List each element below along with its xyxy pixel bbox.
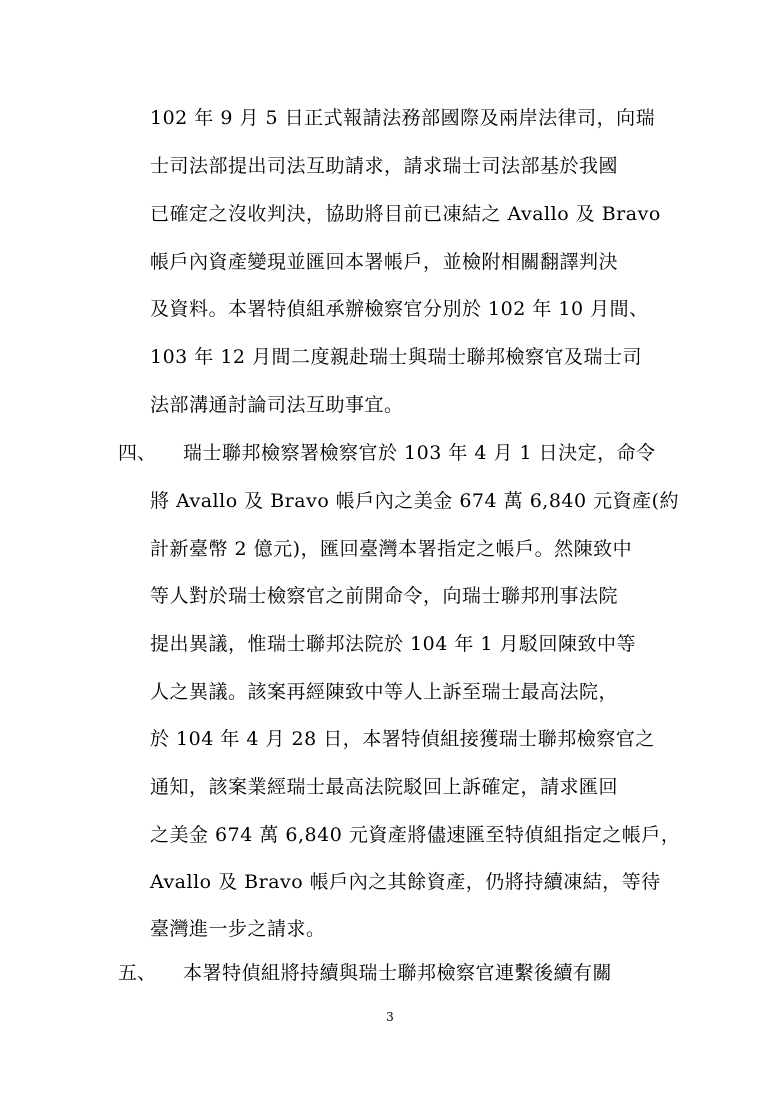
body-text-line: 法部溝通討論司法互助事宜。 [150,394,404,416]
body-text-line: 103 年 12 月間二度親赴瑞士與瑞士聯邦檢察官及瑞士司 [150,346,643,368]
body-text-line: 等人對於瑞士檢察官之前開命令，向瑞士聯邦刑事法院 [150,585,619,607]
body-text-line: 提出異議，惟瑞士聯邦法院於 104 年 1 月駁回陳致中等 [150,633,637,655]
body-text-line: 將 Avallo 及 Bravo 帳戶內之美金 674 萬 6,840 元資產(約 [150,490,680,512]
item-five-marker: 五、 [118,962,157,984]
body-text-line: 102 年 9 月 5 日正式報請法務部國際及兩岸法律司，向瑞 [150,107,656,129]
item-four-marker: 四、 [118,442,157,464]
body-text-line: 帳戶內資產變現並匯回本署帳戶，並檢附相關翻譯判決 [150,251,619,273]
body-text-line: 之美金 674 萬 6,840 元資產將儘速匯至特偵組指定之帳戶， [150,824,681,846]
body-text-line: 計新臺幣 2 億元)，匯回臺灣本署指定之帳戶。然陳致中 [150,538,633,560]
page-number: 3 [386,1010,394,1024]
body-text-line: 已確定之沒收判決，協助將目前已凍結之 Avallo 及 Bravo [150,203,661,225]
body-text-line: Avallo 及 Bravo 帳戶內之其餘資產，仍將持續凍結，等待 [150,871,661,893]
body-text-line: 本署特偵組將持續與瑞士聯邦檢察官連繫後續有關 [183,962,613,984]
body-text-line: 士司法部提出司法互助請求，請求瑞士司法部基於我國 [150,155,619,177]
body-text-line: 及資料。本署特偵組承辦檢察官分別於 102 年 10 月間、 [150,298,649,320]
body-text-line: 人之異議。該案再經陳致中等人上訴至瑞士最高法院， [150,681,619,703]
body-text-line: 於 104 年 4 月 28 日，本署特偵組接獲瑞士聯邦檢察官之 [150,728,655,750]
body-text-line: 瑞士聯邦檢察署檢察官於 103 年 4 月 1 日決定，命令 [183,442,656,464]
body-text-line: 臺灣進一步之請求。 [150,918,326,940]
body-text-line: 通知，該案業經瑞士最高法院駁回上訴確定，請求匯回 [150,776,619,798]
